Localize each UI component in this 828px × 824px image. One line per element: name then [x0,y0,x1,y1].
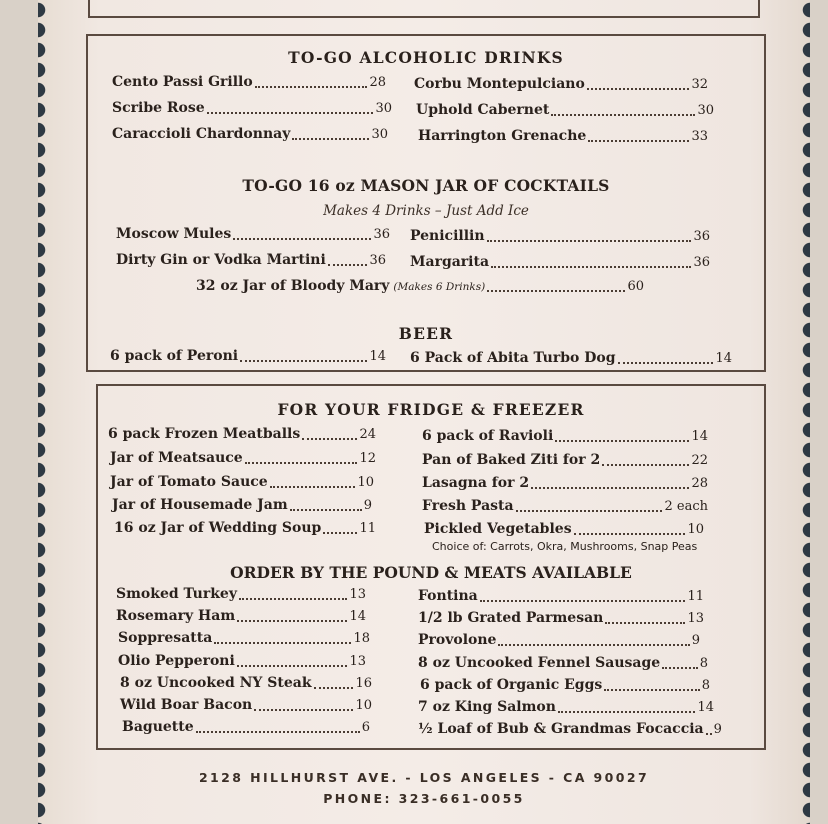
menu-item: 6 Pack of Abita Turbo Dog 14 [410,350,732,366]
menu-item: 6 pack of Organic Eggs 8 [420,677,710,693]
menu-item: 6 pack of Ravioli 14 [422,428,708,444]
menu-item: 1/2 lb Grated Parmesan 13 [418,610,704,626]
section-title-beer: BEER [398,324,454,343]
scalloped-border-right [792,0,810,824]
menu-item: Jar of Meatsauce 12 [110,450,376,466]
menu-item: Penicillin 36 [410,228,710,244]
address-line: 2128 HILLHURST AVE. - LOS ANGELES - CA 90027 [198,770,650,785]
menu-item: Scribe Rose 30 [112,100,392,116]
menu-item: Fontina 11 [418,588,704,604]
menu-item: Baguette 6 [122,719,370,735]
menu-item: Rosemary Ham 14 [116,608,366,624]
menu-item: Corbu Montepulciano 32 [414,76,708,92]
drinks-box [86,34,766,372]
menu-item: 6 pack Frozen Meatballs 24 [108,426,376,442]
menu-item: Dirty Gin or Vodka Martini 36 [116,252,386,268]
section-title-meats: ORDER BY THE POUND & MEATS AVAILABLE [230,563,632,582]
phone-line: PHONE: 323-661-0055 [323,791,525,806]
section-title-cocktails: TO-GO 16 oz MASON JAR OF COCKTAILS [242,176,610,195]
menu-item: 8 oz Uncooked Fennel Sausage 8 [418,655,708,671]
section-title-alcohol: TO-GO ALCOHOLIC DRINKS [288,48,564,67]
menu-item: Wild Boar Bacon 10 [120,697,372,713]
menu-item: Olio Pepperoni 13 [118,653,366,669]
menu-item: Harrington Grenache 33 [418,128,708,144]
menu-item: Fresh Pasta 2 each [422,498,708,514]
menu-item: 8 oz Uncooked NY Steak 16 [120,675,372,691]
menu-item-bloody-mary: 32 oz Jar of Bloody Mary (Makes 6 Drinks) 60 [196,278,644,294]
menu-item: Margarita 36 [410,254,710,270]
menu-item: Moscow Mules 36 [116,226,390,242]
menu-item: Jar of Housemade Jam 9 [112,497,372,513]
fridge-meats-box [96,384,766,750]
menu-item: Cento Passi Grillo 28 [112,74,386,90]
pickled-vegetables-note: Choice of: Carrots, Okra, Mushrooms, Snap Peas [432,540,698,553]
menu-item: 7 oz King Salmon 14 [418,699,714,715]
menu-item: Pickled Vegetables 10 [424,521,704,537]
menu-item: 6 pack of Peroni 14 [110,348,386,364]
menu-item: Provolone 9 [418,632,700,648]
menu-item: Smoked Turkey 13 [116,586,366,602]
section-title-fridge: FOR YOUR FRIDGE & FREEZER [277,400,585,419]
previous-section-box [88,0,760,18]
menu-item: ½ Loaf of Bub & Grandmas Focaccia 9 [418,721,722,737]
menu-page [38,0,810,824]
cocktails-subtitle: Makes 4 Drinks – Just Add Ice [323,203,529,219]
menu-item: Jar of Tomato Sauce 10 [110,474,374,490]
menu-item: Uphold Cabernet 30 [416,102,714,118]
menu-item: Lasagna for 2 28 [422,475,708,491]
menu-item: Caraccioli Chardonnay 30 [112,126,388,142]
menu-item: Soppresatta 18 [118,630,370,646]
scalloped-border-left [38,0,56,824]
menu-item: Pan of Baked Ziti for 2 22 [422,452,708,468]
menu-item: 16 oz Jar of Wedding Soup 11 [114,520,376,536]
